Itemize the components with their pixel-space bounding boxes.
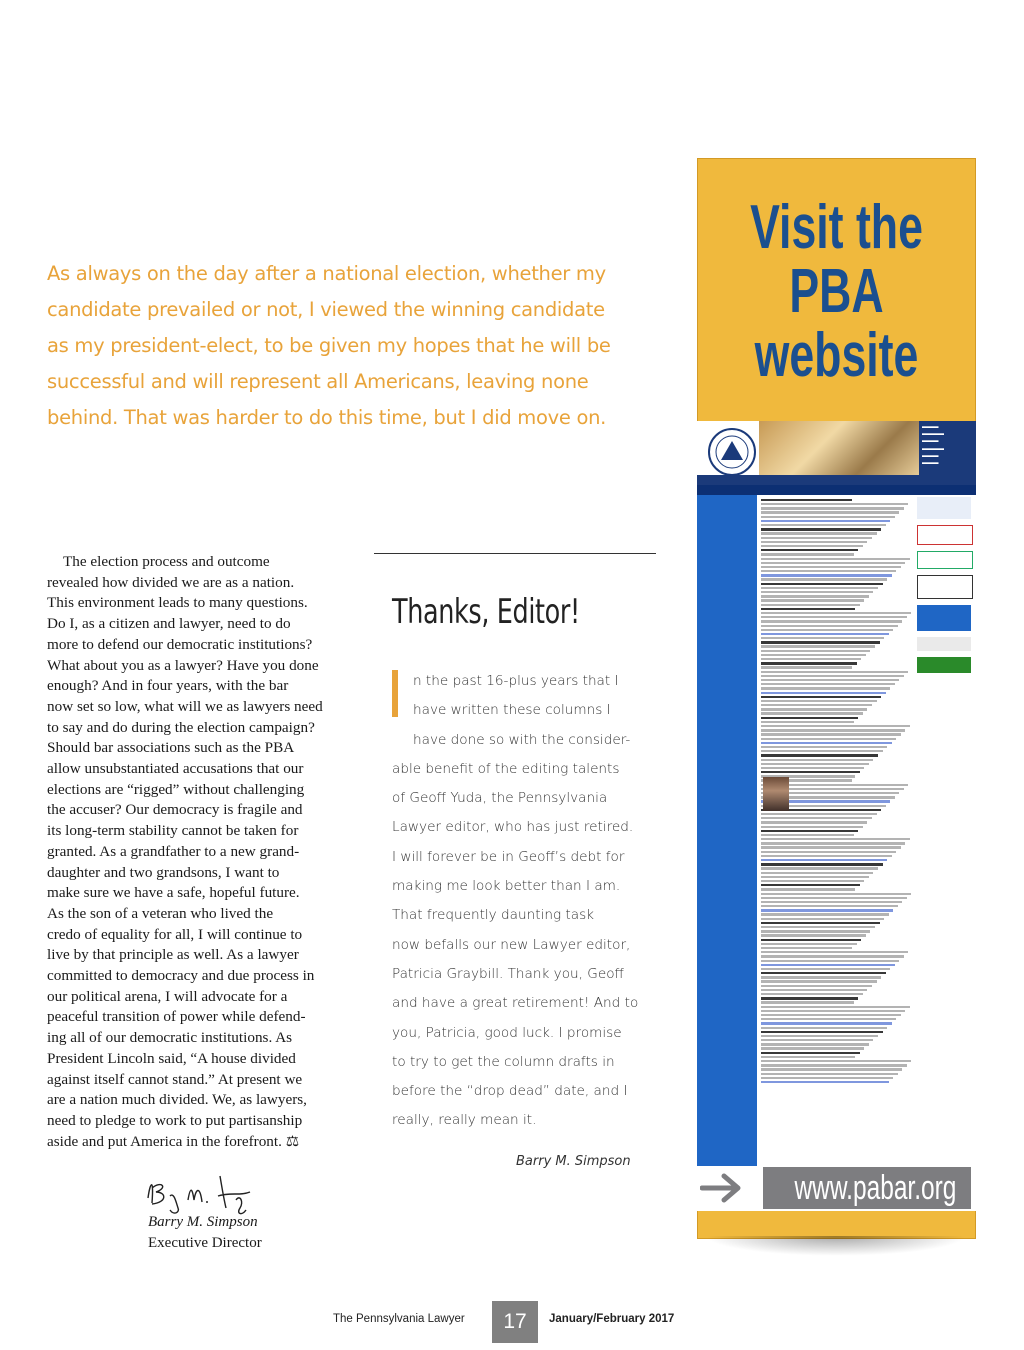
sidebar-line: you, Patricia, good luck. I promise — [392, 1024, 622, 1041]
screenshot-text-line — [761, 620, 902, 622]
screenshot-text-line — [761, 943, 857, 945]
body-line: As the son of a veteran who lived the — [47, 904, 274, 922]
screenshot-text-line — [761, 880, 864, 882]
footer-issue: January/February 2017 — [549, 1313, 675, 1325]
pba-seal-icon — [707, 427, 757, 477]
ad-badge — [917, 497, 971, 519]
screenshot-text-line — [761, 842, 905, 844]
screenshot-text-line — [761, 1010, 905, 1012]
screenshot-text-line — [761, 838, 910, 840]
screenshot-text-line — [761, 867, 878, 869]
screenshot-text-line — [761, 641, 880, 643]
screenshot-text-line — [761, 972, 886, 974]
screenshot-text-line — [761, 562, 905, 564]
body-line: to say and do during the election campaign? — [47, 718, 315, 736]
screenshot-text-line — [761, 570, 896, 572]
ad-badge — [917, 605, 971, 631]
body-line: elections are “rigged” without challenging — [47, 780, 305, 798]
screenshot-text-line — [761, 888, 855, 890]
body-line: Do I, as a citizen and lawyer, need to do — [47, 615, 291, 633]
screenshot-text-line — [761, 750, 883, 752]
screenshot-text-line — [761, 729, 905, 731]
screenshot-text-line — [761, 909, 893, 911]
screenshot-text-line — [761, 939, 861, 941]
screenshot-text-line — [761, 553, 854, 555]
screenshot-text-line — [761, 851, 896, 853]
screenshot-text-line — [761, 947, 852, 949]
screenshot-text-line — [761, 708, 867, 710]
body-line: its long-term stability cannot be taken for — [47, 822, 299, 840]
screenshot-text-line — [761, 507, 904, 509]
website-url: www.pabar.org — [794, 1169, 957, 1207]
sidebar-line: Patricia Graybill. Thank you, Geoff — [392, 965, 624, 982]
screenshot-text-line — [761, 558, 910, 560]
portrait-photo — [763, 777, 789, 811]
screenshot-text-line — [761, 608, 855, 610]
body-line: committed to democracy and due process in — [47, 967, 315, 985]
screenshot-text-line — [761, 884, 860, 886]
screenshot-text-line — [761, 633, 889, 635]
pull-quote-line: behind. That was harder to do this time, but I did move on. — [47, 406, 607, 429]
body-line: The election process and outcome — [63, 553, 270, 570]
screenshot-text-line — [761, 863, 883, 865]
screenshot-text-line — [761, 625, 898, 627]
screenshot-text-line — [761, 767, 864, 769]
sidebar-line: of Geoff Yuda, the Pennsylvania — [392, 790, 608, 807]
body-line: our political arena, I will advocate for a — [47, 987, 288, 1005]
ad-title — [736, 193, 937, 390]
arrow-right-icon — [700, 1171, 744, 1205]
screenshot-text-line — [761, 700, 877, 702]
screenshot-text-line — [761, 989, 867, 991]
body-line: ing all of our democratic institutions. As — [47, 1029, 293, 1047]
screenshot-text-line — [761, 813, 877, 815]
screenshot-text-line — [761, 528, 881, 530]
screenshot-text-line — [761, 733, 901, 735]
screenshot-text-line — [761, 968, 890, 970]
screenshot-text-line — [761, 1039, 873, 1041]
screenshot-text-line — [761, 1014, 901, 1016]
screenshot-text-line — [761, 901, 902, 903]
screenshot-text-line — [761, 511, 899, 513]
screenshot-text-line — [761, 897, 907, 899]
pull-quote-line: As always on the day after a national election, whether my — [47, 262, 606, 285]
screenshot-text-line — [761, 1018, 896, 1020]
body-line: enough? And in four years, with the bar — [47, 677, 289, 695]
sidebar-author: Barry M. Simpson — [516, 1154, 631, 1169]
screenshot-text-line — [761, 717, 858, 719]
screenshot-text-line — [761, 704, 872, 706]
screenshot-text-line — [761, 629, 893, 631]
body-line: live by that principle as well. As a lawyer — [47, 946, 299, 964]
screenshot-text-line — [761, 574, 892, 576]
body-line: revealed how divided we are as a nation. — [47, 573, 295, 591]
screenshot-text-line — [761, 763, 869, 765]
screenshot-text-line — [761, 997, 858, 999]
screenshot-text-line — [761, 1068, 902, 1070]
screenshot-text-line — [761, 520, 890, 522]
body-line: need to pledge to work to put partisanship — [47, 1111, 303, 1129]
screenshot-text-line — [761, 591, 873, 593]
screenshot-text-line — [761, 1073, 898, 1075]
sidebar-line: before the “drop dead” date, and I — [392, 1083, 628, 1100]
body-line: granted. As a grandfather to a new grand- — [47, 842, 300, 860]
screenshot-text-line — [761, 1022, 892, 1024]
screenshot-text-line — [761, 846, 901, 848]
screenshot-text-line — [761, 855, 892, 857]
body-column — [47, 552, 347, 1152]
screenshot-text-line — [761, 604, 860, 606]
screenshot-text-line — [761, 595, 869, 597]
sidebar-line: I will forever be in Geoff’s debt for — [392, 848, 625, 865]
body-line: What about you as a lawyer? Have you done — [47, 656, 319, 674]
screenshot-text-line — [761, 826, 863, 828]
screenshot-text-line — [761, 587, 878, 589]
screenshot-text-line — [761, 1031, 883, 1033]
body-line: peaceful transition of power while defend- — [47, 1008, 306, 1026]
screenshot-text-line — [761, 964, 895, 966]
body-line: the accuser? Our democracy is fragile and — [47, 801, 303, 819]
screenshot-text-line — [761, 771, 860, 773]
screenshot-text-line — [761, 566, 901, 568]
sidebar-line: Lawyer editor, who has just retired. — [392, 819, 634, 836]
screenshot-text-line — [761, 532, 877, 534]
screenshot-text-line — [761, 893, 911, 895]
screenshot-text-line — [761, 721, 854, 723]
ad-badge — [917, 525, 973, 545]
screenshot-text-line — [761, 671, 908, 673]
sidebar-line: n the past 16-plus years that I — [413, 673, 619, 689]
screenshot-subnav — [697, 485, 976, 495]
screenshot-text-line — [761, 1052, 860, 1054]
footer-publication: The Pennsylvania Lawyer — [333, 1313, 465, 1325]
pull-quote-line: candidate prevailed or not, I viewed the winning candidate — [47, 298, 605, 321]
screenshot-text-line — [761, 578, 887, 580]
sidebar-line: and have a great retirement! And to — [392, 995, 639, 1012]
screenshot-text-line — [761, 503, 908, 505]
screenshot-text-line — [761, 1056, 855, 1058]
screenshot-text-line — [761, 918, 884, 920]
screenshot-text-line — [761, 666, 852, 668]
sidebar-text — [392, 667, 652, 1136]
screenshot-text-line — [761, 549, 858, 551]
screenshot-text-line — [761, 545, 863, 547]
screenshot-text-line — [761, 830, 858, 832]
pull-quote-line: successful and will represent all Americans, leaving none — [47, 370, 589, 393]
screenshot-text-line — [761, 859, 887, 861]
screenshot-text-line — [761, 951, 908, 953]
screenshot-text-line — [761, 541, 867, 543]
ad-badge — [917, 657, 971, 673]
screenshot-text-line — [761, 955, 904, 957]
screenshot-text-line — [761, 1064, 907, 1066]
screenshot-text-line — [761, 817, 872, 819]
body-line: President Lincoln said, “A house divided — [47, 1049, 296, 1067]
body-line: allow unsubstantiated accusations that our — [47, 760, 304, 778]
screenshot-text-line — [761, 993, 863, 995]
screenshot-text-line — [761, 616, 907, 618]
screenshot-sidebar — [697, 495, 757, 1186]
screenshot-text-line — [761, 658, 861, 660]
screenshot-text-line — [761, 1077, 893, 1079]
ad-badge — [917, 575, 973, 599]
screenshot-text-line — [761, 683, 895, 685]
screenshot-text-line — [761, 746, 887, 748]
sidebar-line: That frequently daunting task — [392, 907, 595, 924]
screenshot-text-line — [761, 934, 866, 936]
signature-title: Executive Director — [148, 1235, 262, 1251]
screenshot-text-line — [761, 872, 873, 874]
sidebar-line: have done so with the consider- — [413, 731, 631, 748]
body-line: credo of equality for all, I will continue to — [47, 925, 303, 943]
body-line: against itself cannot stand.” At present we — [47, 1070, 303, 1088]
body-line: make sure we have a safe, hopeful future. — [47, 884, 300, 902]
screenshot-text-line — [761, 662, 857, 664]
handwritten-signature — [140, 1158, 290, 1218]
screenshot-text-line — [761, 1081, 889, 1083]
screenshot-text-line — [761, 524, 886, 526]
screenshot-text-line — [761, 675, 904, 677]
sidebar-line: able benefit of the editing talents — [392, 760, 620, 777]
screenshot-text-line — [761, 712, 863, 714]
page-number: 17 — [492, 1301, 538, 1343]
body-line: This environment leads to many questions. — [47, 594, 308, 612]
screenshot-text-line — [761, 499, 852, 501]
body-line: are a nation much divided. We, as lawyers, — [47, 1091, 307, 1109]
screenshot-text-line — [761, 599, 864, 601]
screenshot-text-line — [761, 1043, 869, 1045]
screenshot-text-line — [761, 645, 875, 647]
screenshot-text-line — [761, 754, 878, 756]
ad-badge — [917, 637, 971, 651]
sidebar-divider — [374, 553, 656, 554]
screenshot-text-line — [761, 1027, 887, 1029]
body-line: aside and put America in the forefront. ⚖ — [47, 1132, 300, 1150]
screenshot-text-line — [761, 905, 898, 907]
body-line: more to defend our democratic institutions? — [47, 635, 313, 653]
screenshot-text-line — [761, 976, 881, 978]
screenshot-text-line — [761, 654, 866, 656]
screenshot-text-line — [761, 516, 895, 518]
screenshot-header-links: ▬▬▬ ▬▬▬▬ ▬▬▬ ▬▬▬▬ ▬▬▬ ▬▬▬ — [919, 421, 976, 485]
screenshot-text-line — [761, 834, 854, 836]
ad-title-line: website — [754, 321, 919, 390]
ad-title-line: PBA — [789, 257, 884, 326]
screenshot-text-line — [761, 876, 869, 878]
screenshot-text-line — [761, 922, 880, 924]
screenshot-text-line — [761, 1060, 911, 1062]
screenshot-text-line — [761, 821, 867, 823]
screenshot-text-line — [761, 1047, 864, 1049]
sidebar-line: have written these columns I — [413, 702, 611, 719]
screenshot-text-line — [761, 1006, 910, 1008]
pull-quote-line: as my president-elect, to be given my hopes that he will be — [47, 334, 611, 357]
ad-shadow — [705, 1236, 967, 1256]
screenshot-text-line — [761, 930, 870, 932]
screenshot-text-line — [761, 583, 883, 585]
screenshot-text-line — [761, 926, 875, 928]
sidebar-title: Thanks, Editor! — [392, 592, 580, 632]
screenshot-text-line — [761, 742, 892, 744]
screenshot-right-column — [917, 497, 975, 679]
ad-badge — [917, 551, 973, 569]
screenshot-text-line — [761, 759, 873, 761]
ad-title-line: Visit the — [750, 193, 923, 262]
body-line: Should bar associations such as the PBA — [47, 739, 295, 757]
sidebar-line: making me look better than I am. — [392, 878, 621, 895]
screenshot-text-line — [761, 1035, 878, 1037]
screenshot-text-line — [761, 696, 881, 698]
screenshot-text-line — [761, 960, 899, 962]
website-screenshot — [697, 421, 976, 1186]
screenshot-text-line — [761, 537, 872, 539]
screenshot-text-line — [761, 692, 886, 694]
body-line: now set so low, what will we as lawyers need — [47, 697, 323, 715]
screenshot-text-line — [761, 650, 870, 652]
screenshot-text-line — [761, 725, 910, 727]
screenshot-text-line — [761, 637, 884, 639]
screenshot-text-line — [761, 612, 911, 614]
screenshot-text-line — [761, 980, 877, 982]
body-line: daughter and two grandsons, I want to — [47, 863, 280, 881]
website-url-link[interactable] — [763, 1167, 971, 1209]
screenshot-text-line — [761, 738, 896, 740]
pull-quote — [47, 256, 667, 436]
sidebar-line: now befalls our new Lawyer editor, — [392, 936, 631, 953]
screenshot-text-line — [761, 985, 872, 987]
capitol-photo — [759, 421, 919, 476]
screenshot-text-line — [761, 687, 890, 689]
sidebar-line: really, really mean it. — [392, 1112, 537, 1129]
signature-name: Barry M. Simpson — [148, 1214, 258, 1230]
screenshot-text-line — [761, 913, 889, 915]
screenshot-text-line — [761, 679, 899, 681]
screenshot-text-line — [761, 1001, 854, 1003]
sidebar-line: to try to get the column drafts in — [392, 1053, 615, 1070]
